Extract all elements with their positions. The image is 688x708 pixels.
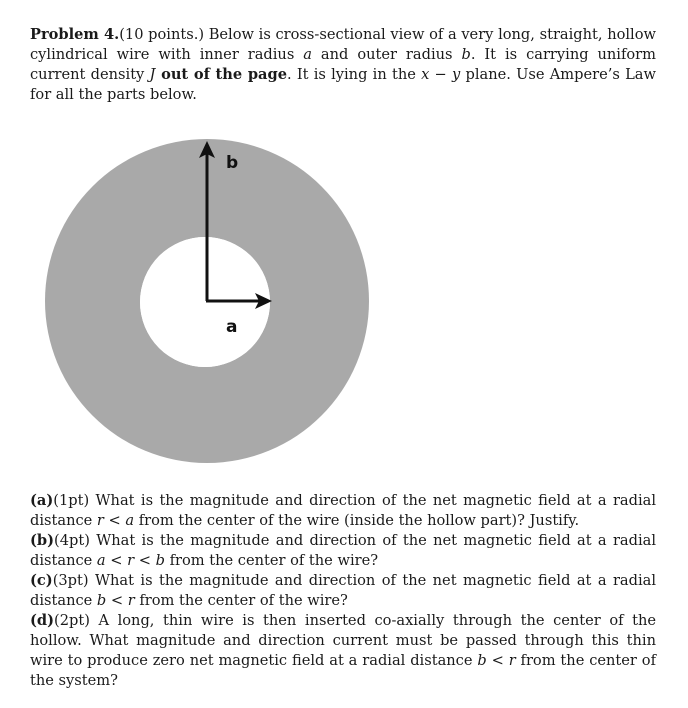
label-b: b [226,153,239,173]
part-d: (d)(2pt) A long, thin wire is then inserted co-axially through the center of the hollow. What magnitude and direction current must be passed through this thin wire to produce zero net magnetic field at a radial distance b < r from the center of the system? [30,612,656,689]
out-of-page: out of the page [155,66,287,83]
var-b: b [461,46,471,63]
var-a: a [303,46,312,63]
part-b: (b)(4pt) What is the magnitude and direction of the net magnetic field at a radial distance a < r < b from the center of the wire? [30,532,656,569]
question-parts [30,491,656,691]
problem-statement: Problem 4.(10 points.) Below is cross-sectional view of a very long, straight, hollow cylindrical wire with inner radius a and outer radius b. It is carrying uniform current density J out of the page. It is lying in the x − y plane. Use Ampere’s Law for all the parts below. [30,26,656,103]
label-a: a [226,317,238,337]
problem-heading: Problem 4. [30,26,120,43]
part-a: (a)(1pt) What is the magnitude and direction of the net magnetic field at a radial distance r < a from the center of the wire (inside the hollow part)? Justify. [30,492,656,529]
plane-xy: x − y [421,66,461,83]
problem-points: (10 points.) [119,26,205,43]
part-c: (c)(3pt) What is the magnitude and direction of the net magnetic field at a radial distance b < r from the center of the wire? [30,572,656,609]
wire-cross-section-figure [40,138,375,473]
var-J: J [149,66,156,83]
